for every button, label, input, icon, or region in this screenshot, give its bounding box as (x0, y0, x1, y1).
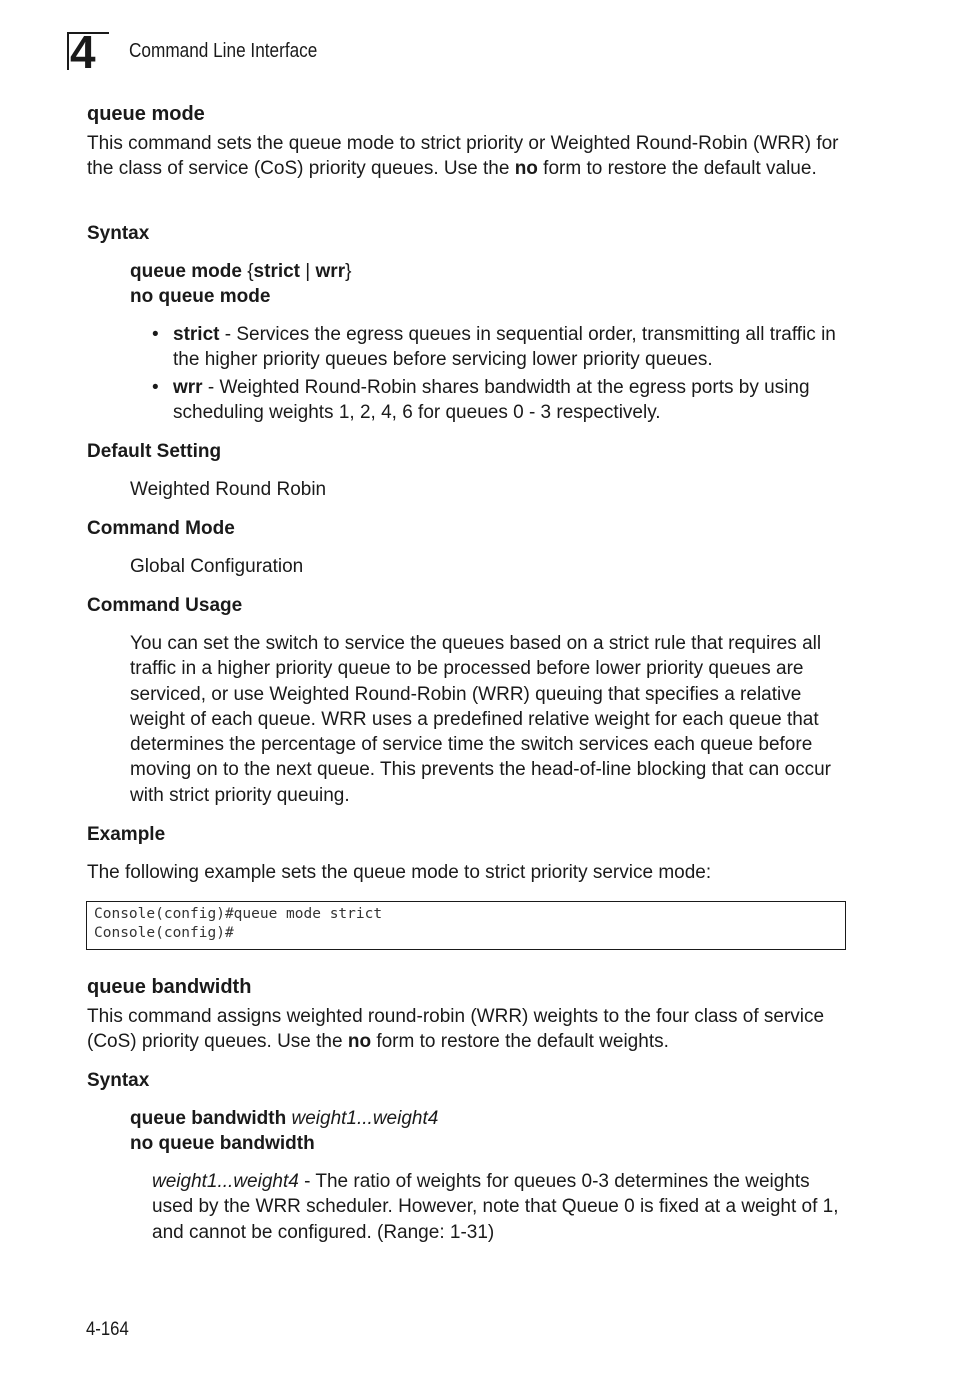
syntax-heading: Syntax (87, 223, 150, 244)
list-item: wrr - Weighted Round-Robin shares bandwidth at the egress ports by using scheduling weights 1, 2, 4, 6 for queues 0 - 3 respectively. (173, 377, 810, 424)
command-usage-heading: Command Usage (87, 595, 243, 616)
code-line: Console(config)# (94, 925, 234, 941)
syntax-line-no-form: no queue bandwidth (130, 1133, 315, 1154)
no-keyword: no (347, 1031, 372, 1053)
example-heading: Example (87, 824, 166, 845)
default-setting-value: Weighted Round Robin (130, 479, 327, 500)
syntax-line: queue mode {strict | wrr} (130, 261, 352, 282)
parameter-description: weight1...weight4 - The ratio of weights for queues 0-3 determines the weights used by the WRR scheduler. However, note that Queue 0 is fixed at a weight of 1, and cannot be configured. (Range: 1-31) (152, 1171, 839, 1243)
no-keyword: no (514, 158, 538, 180)
command-mode-value: Global Configuration (130, 556, 304, 577)
default-setting-heading: Default Setting (87, 441, 222, 462)
section-title-queue-mode: queue mode (87, 103, 205, 125)
section-intro-queue-mode: This command sets the queue mode to strict priority or Weighted Round-Robin (WRR) for the class of service (CoS) priority queues. Use the no form to restore the default value. (87, 133, 839, 180)
command-mode-heading: Command Mode (87, 518, 235, 539)
chapter-number: 4 (70, 26, 96, 78)
section-title-queue-bandwidth: queue bandwidth (87, 976, 252, 998)
code-line: Console(config)#queue mode strict (94, 906, 383, 922)
section-intro-queue-bandwidth: This command assigns weighted round-robin (WRR) weights to the four class of service (CoS) priority queues. Use the no form to restore the default weights. (87, 1006, 825, 1053)
list-item: strict - Services the egress queues in sequential order, transmitting all traffic in the higher priority queues before servicing lower priority queues. (173, 324, 836, 371)
code-block (86, 901, 846, 950)
syntax-line-no-form: no queue mode (130, 286, 271, 307)
bullet-icon: • (152, 377, 159, 398)
page-number: 4-164 (86, 1319, 129, 1340)
command-usage-text: You can set the switch to service the queues based on a strict rule that requires all traffic in a higher priority queue to be processed before lower priority queues are serviced, or use Weighted Round-Robin (WRR) queuing that specifies a relative weight of each queue. WRR uses a predefined relative weight for each queue that determines the percentage of service time the switch services each queue before moving on to the next queue. This prevents the head-of-line blocking that can occur with strict priority queuing. (130, 633, 831, 806)
bullet-icon: • (152, 324, 159, 345)
syntax-line: queue bandwidth weight1...weight4 (130, 1108, 439, 1129)
example-text: The following example sets the queue mode to strict priority service mode: (87, 862, 712, 883)
chapter-title: Command Line Interface (129, 40, 318, 62)
syntax-heading: Syntax (87, 1070, 150, 1091)
